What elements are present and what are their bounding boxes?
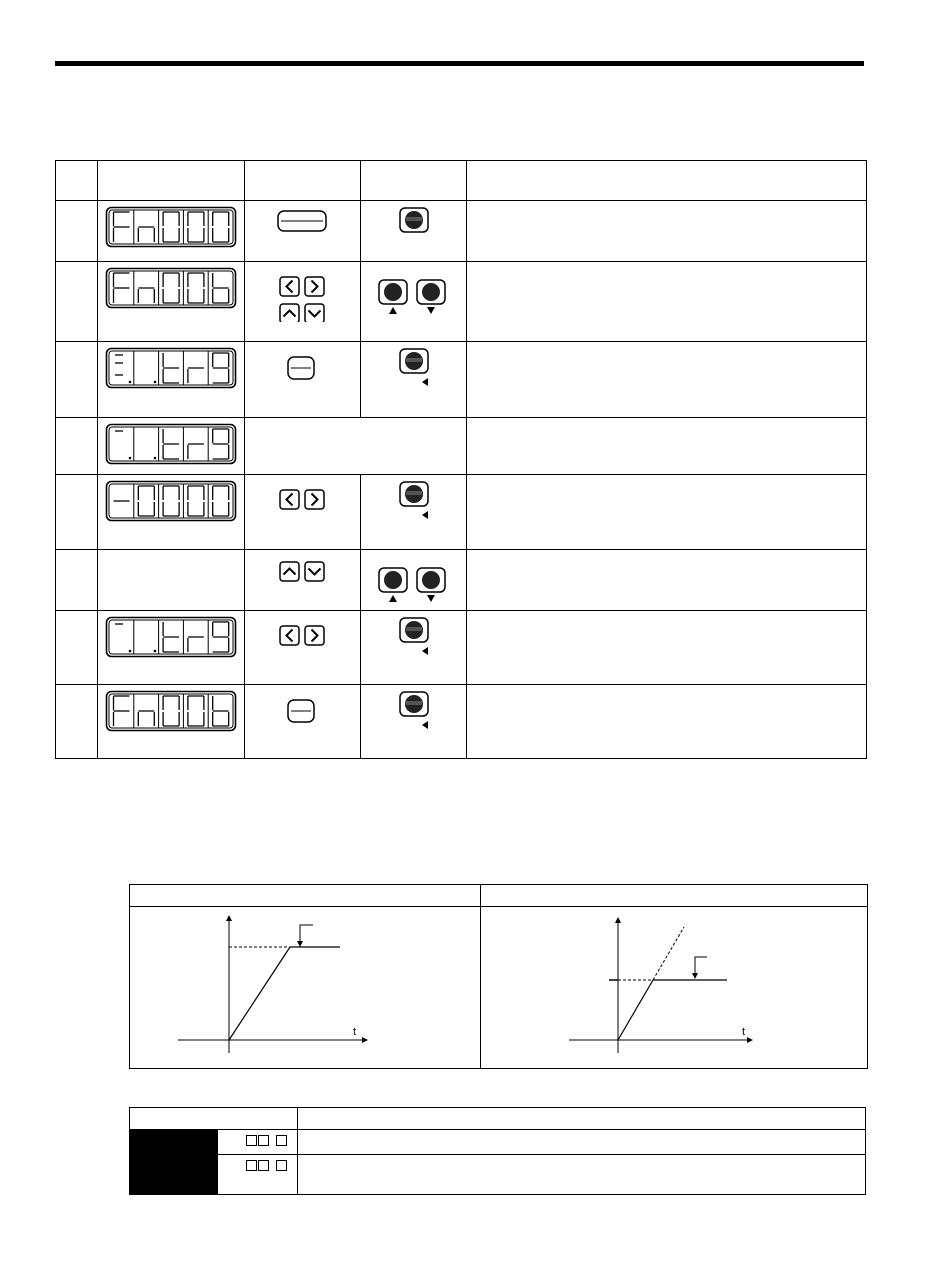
panel-button[interactable] — [379, 280, 407, 304]
description-cell — [467, 342, 867, 418]
operator-keys — [245, 201, 360, 261]
x-axis-arrow — [362, 1037, 368, 1043]
operator-keys — [245, 262, 360, 322]
panel-operator-cell — [361, 342, 467, 418]
step-number-cell — [56, 685, 98, 759]
torque-limit-graph-left — [130, 907, 480, 1068]
up-arrow-icon — [389, 595, 397, 602]
limit-pointer — [300, 925, 313, 943]
procedure-table — [55, 160, 867, 759]
left-arrow-icon — [422, 378, 428, 386]
description-cell — [467, 201, 867, 262]
operator-keys — [245, 611, 360, 671]
step-number-cell — [56, 201, 98, 262]
data-enter-key[interactable] — [288, 700, 314, 722]
display-cell — [98, 475, 245, 550]
step-number-cell — [56, 475, 98, 550]
panel-button[interactable] — [400, 208, 428, 232]
operator-keys-cell — [245, 550, 361, 611]
panel-operator-cell — [361, 550, 467, 611]
panel-keys — [361, 475, 466, 535]
up-key[interactable] — [280, 562, 299, 581]
display-cell — [98, 262, 245, 342]
panel-button[interactable] — [400, 618, 428, 642]
operator-keys — [245, 550, 360, 610]
top-rule — [55, 61, 864, 66]
panel-button[interactable] — [400, 482, 428, 506]
down-key[interactable] — [305, 304, 324, 322]
keys-merged-cell — [245, 418, 467, 475]
left-key[interactable] — [280, 626, 299, 645]
operator-keys — [245, 685, 360, 745]
left-arrow-icon — [422, 647, 428, 655]
display-cell — [98, 550, 245, 611]
procedure-header-row — [56, 161, 867, 201]
procedure-step-row — [56, 550, 867, 611]
right-key[interactable] — [305, 490, 324, 509]
step-number-cell — [56, 418, 98, 475]
mode-set-key[interactable] — [278, 211, 326, 231]
left-key[interactable] — [280, 490, 299, 509]
step-number-cell — [56, 262, 98, 342]
panel-keys — [361, 550, 466, 610]
operator-keys-cell — [245, 685, 361, 759]
panel-keys — [361, 342, 466, 402]
left-key[interactable] — [280, 277, 299, 296]
torque-limit-figure-table — [129, 884, 868, 1069]
procedure-step-row — [56, 611, 867, 685]
t-axis-label: t — [353, 1026, 357, 1038]
led-display — [105, 616, 237, 658]
description-cell — [467, 475, 867, 550]
step-number-cell — [56, 611, 98, 685]
parameter-table — [129, 1107, 866, 1195]
right-key[interactable] — [305, 277, 324, 296]
display-cell — [98, 418, 245, 475]
operator-keys-cell — [245, 262, 361, 342]
operator-keys — [245, 475, 360, 535]
procedure-step-row — [56, 685, 867, 759]
panel-keys — [361, 201, 466, 261]
display-cell — [98, 611, 245, 685]
right-key[interactable] — [305, 626, 324, 645]
led-display — [105, 480, 237, 522]
panel-operator-cell — [361, 611, 467, 685]
operator-keys-cell — [245, 475, 361, 550]
description-cell — [467, 611, 867, 685]
panel-operator-cell — [361, 685, 467, 759]
digit-placeholder-boxes — [246, 1135, 288, 1146]
panel-button[interactable] — [400, 349, 428, 373]
down-arrow-icon — [427, 307, 435, 314]
operator-keys — [245, 342, 360, 402]
panel-button[interactable] — [417, 280, 445, 304]
ramp-extension-dashed — [653, 927, 684, 980]
panel-operator-cell — [361, 475, 467, 550]
procedure-step-row — [56, 418, 867, 475]
data-enter-key[interactable] — [288, 357, 314, 379]
procedure-step-row — [56, 475, 867, 550]
t-axis-label: t — [742, 1026, 746, 1038]
left-arrow-icon — [422, 511, 428, 519]
procedure-step-row — [56, 342, 867, 418]
up-key[interactable] — [280, 304, 299, 322]
limit-pointer — [695, 957, 707, 975]
display-cell — [98, 342, 245, 418]
panel-button[interactable] — [417, 568, 445, 592]
ramp-line — [618, 980, 653, 1040]
led-display — [105, 690, 237, 732]
led-display — [105, 423, 237, 465]
description-cell — [467, 418, 867, 475]
torque-limit-graph-right — [481, 907, 867, 1068]
led-display — [105, 347, 237, 389]
digit-placeholder-boxes — [246, 1160, 288, 1171]
procedure-step-row — [56, 262, 867, 342]
display-cell — [98, 201, 245, 262]
description-cell — [467, 262, 867, 342]
operator-keys-cell — [245, 201, 361, 262]
up-arrow-icon — [389, 307, 397, 314]
panel-operator-cell — [361, 262, 467, 342]
operator-keys-cell — [245, 611, 361, 685]
operator-keys-cell — [245, 342, 361, 418]
led-display — [105, 206, 237, 248]
led-display — [105, 267, 237, 309]
step-number-cell — [56, 342, 98, 418]
display-cell — [98, 685, 245, 759]
down-key[interactable] — [305, 562, 324, 581]
panel-keys — [361, 685, 466, 745]
ramp-line — [229, 947, 290, 1040]
y-axis-arrow — [226, 915, 232, 921]
panel-keys — [361, 262, 466, 322]
step-number-cell — [56, 550, 98, 611]
down-arrow-icon — [427, 595, 435, 602]
x-axis-arrow — [747, 1037, 753, 1043]
panel-button[interactable] — [400, 692, 428, 716]
panel-button[interactable] — [379, 568, 407, 592]
panel-keys — [361, 611, 466, 671]
description-cell — [467, 685, 867, 759]
description-cell — [467, 550, 867, 611]
left-arrow-icon — [422, 721, 428, 729]
panel-operator-cell — [361, 201, 467, 262]
y-axis-arrow — [615, 917, 621, 923]
procedure-step-row — [56, 201, 867, 262]
parameter-black-cell — [130, 1130, 218, 1195]
